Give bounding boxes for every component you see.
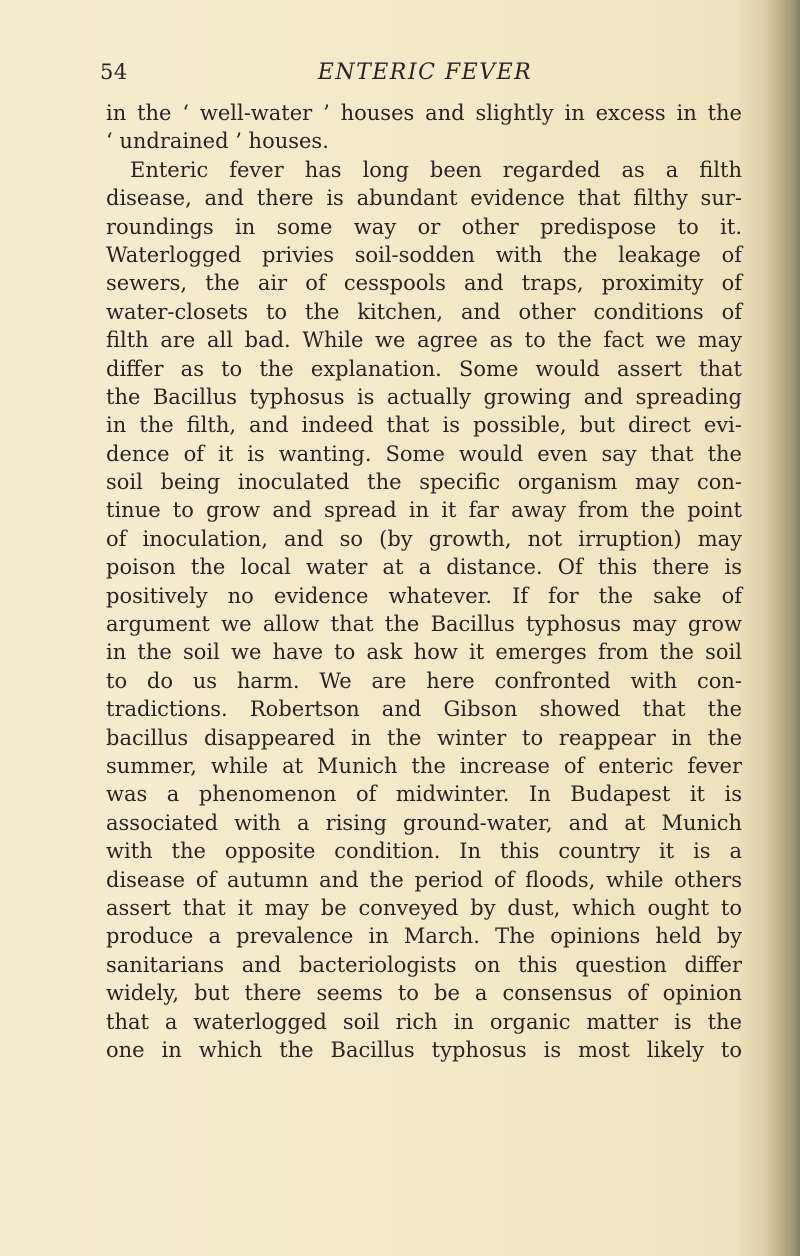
text-line: roundings in some way or other predispose to it. xyxy=(106,214,742,239)
text-line: filth are all bad. While we agree as to the fact we may xyxy=(106,328,742,353)
text-line: summer, while at Munich the increase of enteric fever xyxy=(106,753,742,778)
text-line: to do us harm. We are here confronted with con- xyxy=(106,668,742,693)
text-line: argument we allow that the Bacillus typhosus may grow xyxy=(106,612,742,637)
text-line: Waterlogged privies soil-sodden with the leakage of xyxy=(106,242,742,267)
text-line: differ as to the explanation. Some would assert that xyxy=(106,356,742,381)
text-line: with the opposite condition. In this country it is a xyxy=(106,839,742,864)
text-line: produce a prevalence in March. The opinions held by xyxy=(106,924,742,949)
text-line: tinue to grow and spread in it far away from the point xyxy=(106,498,742,523)
text-line: widely, but there seems to be a consensus of opinion xyxy=(106,981,742,1006)
text-line: ‘ undrained ’ houses. xyxy=(106,129,329,154)
text-line: in the filth, and indeed that is possible, but direct evi- xyxy=(106,413,742,438)
text-line: water-closets to the kitchen, and other conditions of xyxy=(106,299,742,324)
text-line: bacillus disappeared in the winter to reappear in the xyxy=(106,725,742,750)
text-line: sewers, the air of cesspools and traps, proximity of xyxy=(106,271,742,296)
text-line: in the soil we have to ask how it emerges from the soil xyxy=(106,640,742,665)
page-number: 54 xyxy=(100,60,128,84)
text-line: was a phenomenon of midwinter. In Budapest it is xyxy=(106,782,742,807)
text-line: disease, and there is abundant evidence that filthy sur- xyxy=(106,186,742,211)
text-line: associated with a rising ground-water, and at Munich xyxy=(106,810,742,835)
text-line: in the ‘ well-water ’ houses and slightly in excess in the xyxy=(106,101,742,125)
text-line: Enteric fever has long been regarded as a filth xyxy=(130,157,742,182)
page-header xyxy=(100,60,750,88)
text-line: of inoculation, and so (by growth, not irruption) may xyxy=(106,526,742,551)
page-edge xyxy=(766,0,800,1256)
text-line: that a waterlogged soil rich in organic matter is the xyxy=(106,1009,742,1034)
text-line: positively no evidence whatever. If for the sake of xyxy=(106,583,742,608)
text-line: assert that it may be conveyed by dust, which ought to xyxy=(106,895,742,920)
body-text xyxy=(106,99,742,1064)
text-line: tradictions. Robertson and Gibson showed that the xyxy=(106,697,742,722)
text-line: the Bacillus typhosus is actually growing and spreading xyxy=(106,384,742,409)
text-line: disease of autumn and the period of floods, while others xyxy=(106,867,742,892)
running-head: ENTERIC FEVER xyxy=(317,60,533,85)
text-line: dence of it is wanting. Some would even say that the xyxy=(106,441,742,466)
text-line: sanitarians and bacteriologists on this question differ xyxy=(106,952,742,977)
text-line: one in which the Bacillus typhosus is most likely to xyxy=(106,1037,742,1062)
text-line: poison the local water at a distance. Of this there is xyxy=(106,555,742,580)
text-line: soil being inoculated the specific organism may con- xyxy=(106,470,742,495)
